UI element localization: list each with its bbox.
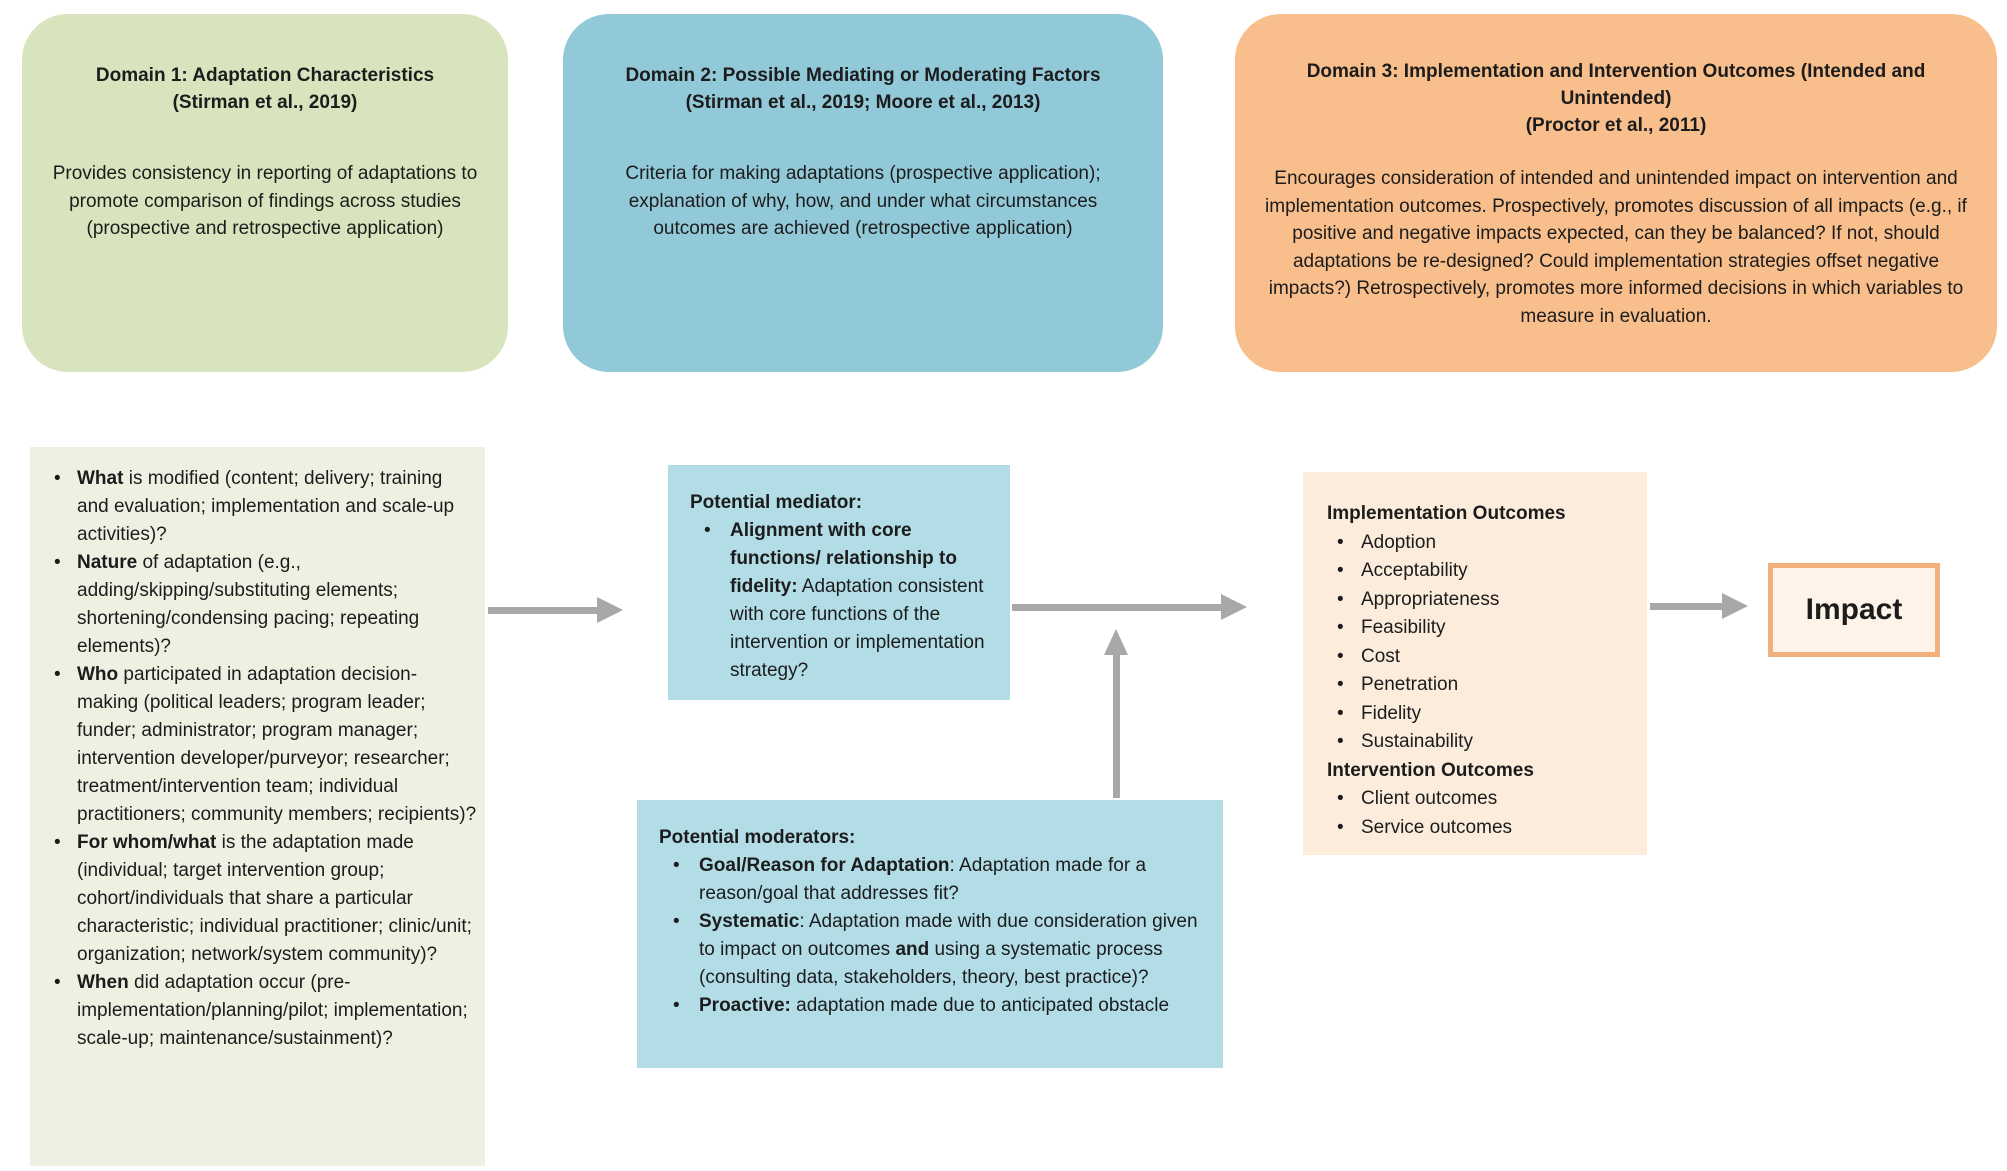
list-item-text: Alignment with core functions/ relationship to fidelity:	[730, 520, 957, 597]
list-item-text: is the adaptation made (individual; target intervention group; cohort/individuals that share a particular characteristic; individual practitioner; clinic/unit; organization; network/system community)?	[77, 832, 472, 965]
list-item-text: Sustainability	[1361, 731, 1473, 752]
potential-moderators-title: Potential moderators:	[659, 827, 856, 848]
list-item	[659, 992, 1209, 1020]
potential-mediator-title: Potential mediator:	[690, 492, 863, 513]
list-item-text: and	[895, 939, 930, 960]
bullet-icon: •	[1337, 816, 1344, 838]
bullet-icon: •	[1337, 617, 1344, 638]
list-item	[1327, 700, 1641, 729]
bullet-icon: •	[704, 520, 711, 541]
arrow-characteristics-to-mediator	[488, 597, 623, 623]
list-item-text: participated in adaptation decision-making (political leaders; program leader; funder; administrator; program manager; intervention developer/purveyor; researcher; treatment/intervention team; individual practitioners; community members; recipients)?	[77, 664, 477, 825]
domain3-box	[1235, 14, 1997, 372]
list-item	[1327, 785, 1641, 814]
bullet-icon: •	[1337, 788, 1344, 809]
outcomes-list	[1327, 529, 1641, 757]
list-item-text: Appropriateness	[1361, 588, 1500, 610]
bullet-icon: •	[673, 995, 680, 1016]
arrow-shaft	[1650, 603, 1724, 610]
potential-mediator-list	[690, 517, 996, 685]
domain3-title: Domain 3: Implementation and Intervention Outcomes (Intended and Unintended)	[1306, 61, 1926, 109]
bullet-icon: •	[1337, 531, 1344, 553]
arrow-head-icon	[1722, 593, 1748, 619]
list-item	[1327, 728, 1641, 757]
list-item-text: : Adaptation made for a reason/goal that addresses fit?	[699, 855, 1147, 904]
potential-mediator-box	[668, 465, 1010, 700]
adaptation-characteristics-list	[30, 465, 477, 1053]
arrow-head-icon	[1221, 594, 1247, 620]
outcomes-list	[1327, 785, 1641, 842]
bullet-icon: •	[54, 552, 61, 573]
list-item	[30, 465, 477, 549]
arrow-head-icon	[597, 597, 623, 623]
impact-label: Impact	[1805, 593, 1903, 626]
list-item-text: Adaptation consistent with core functions of the intervention or implementation strategy?	[730, 576, 985, 681]
bullet-icon: •	[1337, 702, 1344, 724]
list-item-text: When	[77, 972, 129, 993]
list-item-text: Fidelity	[1361, 702, 1422, 724]
list-item-text: For whom/what	[77, 832, 217, 853]
list-item-text: Acceptability	[1361, 560, 1468, 581]
list-item	[1327, 557, 1641, 586]
domain3-description: Encourages consideration of intended and unintended impact on intervention and implementation outcomes. Prospectively, promotes discussion of all impacts (e.g., if positive and negative impacts expected, can they be balanced? If not, should adaptations be re-designed? Could implementation strategies offset negative impacts?) Retrospectively, promotes more informed decisions in which variables to measure in evaluation.	[1265, 168, 1967, 327]
domain2-box	[563, 14, 1163, 372]
domain1-description: Provides consistency in reporting of adaptations to promote comparison of findings across studies (prospective and retrospective application)	[52, 163, 478, 239]
arrow-shaft	[1012, 604, 1223, 611]
bullet-icon: •	[54, 664, 61, 685]
outcomes-sections	[1327, 500, 1641, 842]
list-item	[1327, 614, 1641, 643]
bullet-icon: •	[673, 855, 680, 876]
bullet-icon: •	[1337, 674, 1344, 695]
list-item-text: did adaptation occur (pre-implementation/planning/pilot; implementation; scale-up; maintenance/sustainment)?	[77, 972, 468, 1049]
domain2-description: Criteria for making adaptations (prospective application); explanation of why, how, and under what circumstances outcomes are achieved (retrospective application)	[625, 163, 1101, 239]
arrow-moderators-up	[1104, 629, 1128, 798]
impact-box	[1768, 563, 1940, 657]
arrow-shaft	[1113, 653, 1120, 798]
list-item	[30, 549, 477, 661]
domain1-box	[22, 14, 508, 372]
domain1-subtitle: (Stirman et al., 2019)	[172, 92, 358, 113]
list-item-text: of adaptation (e.g., adding/skipping/substituting elements; shortening/condensing pacing; repeating elements)?	[77, 552, 420, 657]
bullet-icon: •	[54, 972, 61, 993]
potential-moderators-list	[659, 852, 1209, 1020]
list-item-text: adaptation made due to anticipated obstacle	[790, 995, 1170, 1016]
outcomes-box	[1303, 472, 1647, 855]
list-item-text: Nature	[77, 552, 138, 573]
domain2-subtitle: (Stirman et al., 2019; Moore et al., 2013)	[685, 92, 1041, 113]
list-item-text: Who	[77, 664, 119, 685]
list-item-text: Feasibility	[1361, 617, 1446, 638]
domain2-title: Domain 2: Possible Mediating or Moderating Factors	[625, 65, 1101, 86]
outcomes-section-heading: Implementation Outcomes	[1327, 503, 1566, 524]
adaptation-characteristics-box	[30, 447, 485, 1166]
bullet-icon: •	[1337, 588, 1344, 610]
list-item	[30, 661, 477, 829]
bullet-icon: •	[1337, 645, 1344, 667]
list-item-text: Cost	[1361, 645, 1401, 667]
list-item-text: Goal/Reason for Adaptation	[699, 855, 950, 876]
bullet-icon: •	[54, 832, 61, 853]
list-item	[30, 969, 477, 1053]
list-item	[690, 517, 996, 685]
bullet-icon: •	[1337, 560, 1344, 581]
list-item	[659, 852, 1209, 908]
list-item-text: Service outcomes	[1361, 816, 1513, 838]
list-item	[1327, 643, 1641, 672]
list-item-text: Proactive:	[699, 995, 791, 1016]
outcomes-section-heading: Intervention Outcomes	[1327, 759, 1534, 781]
domain1-title: Domain 1: Adaptation Characteristics	[95, 65, 435, 86]
potential-moderators-box	[637, 800, 1223, 1068]
list-item-text: Client outcomes	[1361, 788, 1498, 809]
list-item	[1327, 529, 1641, 558]
list-item	[1327, 671, 1641, 700]
arrow-mediator-to-outcomes	[1012, 594, 1247, 620]
list-item-text: Systematic	[699, 911, 800, 932]
list-item	[30, 829, 477, 969]
list-item-text: is modified (content; delivery; training and evaluation; implementation and scale-up activities)?	[77, 468, 455, 545]
bullet-icon: •	[673, 911, 680, 932]
list-item-text: Adoption	[1361, 531, 1437, 553]
list-item	[659, 908, 1209, 992]
arrow-outcomes-to-impact	[1650, 593, 1748, 619]
list-item-text: using a systematic process (consulting data, stakeholders, theory, best practice)?	[699, 939, 1163, 988]
list-item	[1327, 814, 1641, 843]
arrow-head-icon	[1104, 629, 1128, 655]
bullet-icon: •	[1337, 731, 1344, 752]
list-item-text: Penetration	[1361, 674, 1459, 695]
bullet-icon: •	[54, 468, 61, 489]
list-item-text: What	[77, 468, 124, 489]
domain3-subtitle: (Proctor et al., 2011)	[1525, 115, 1707, 136]
list-item-text: : Adaptation made with due consideration given to impact on outcomes	[699, 911, 1198, 960]
list-item	[1327, 586, 1641, 615]
arrow-shaft	[488, 607, 599, 614]
